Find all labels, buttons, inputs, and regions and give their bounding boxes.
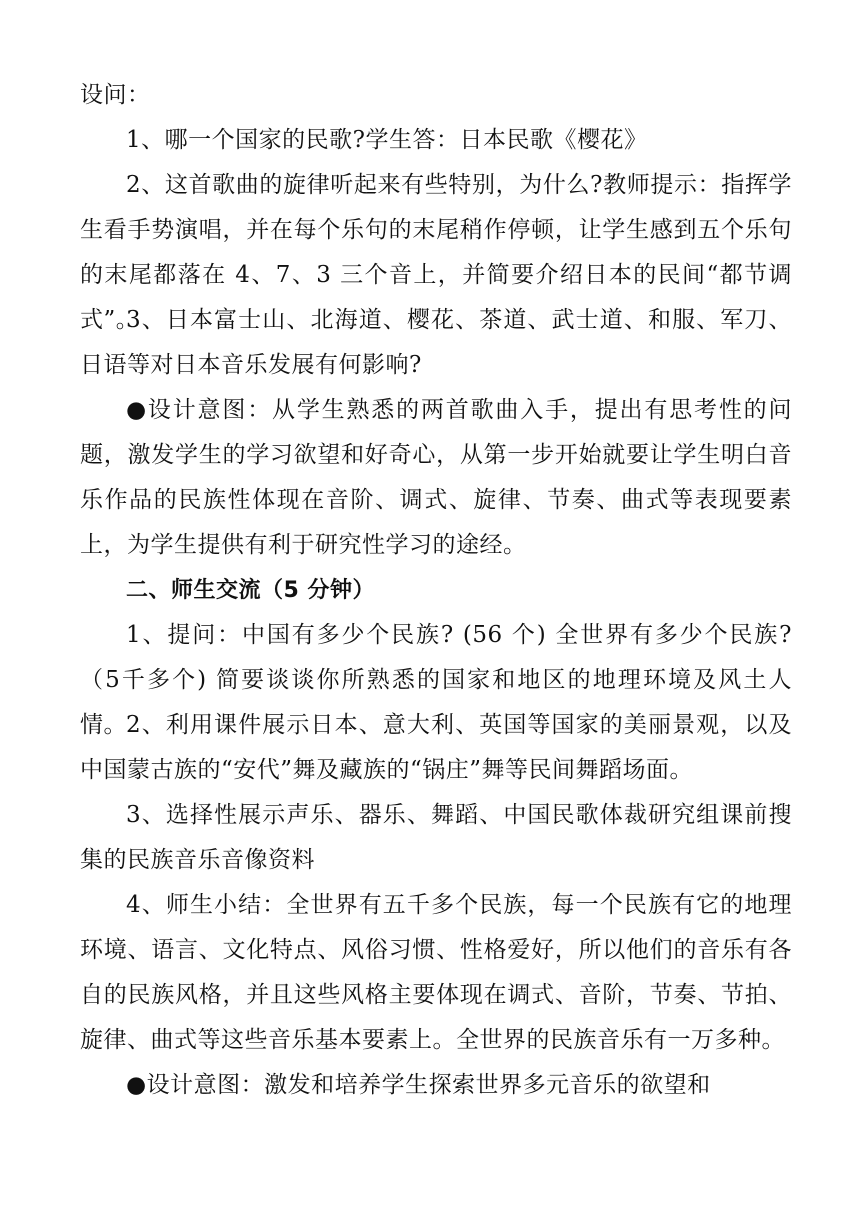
question-3: 3、日本富士山、北海道、樱花、茶道、武士道、和服、军刀、日语等对日本音乐发展有何影响? (80, 307, 792, 378)
question-2: 2、这首歌曲的旋律听起来有些特别，为什么?教师提示：指挥学生看手势演唱，并在每个乐句的末尾稍作停顿，让学生感到五个乐句的末尾都落在 4、7、3 三个音上，并简要介绍日本的民间“都节调式”。 (80, 172, 792, 333)
exchange-item-1: 1、提问：中国有多少个民族? (56 个) 全世界有多少个民族? （5千多个) 简要谈谈你所熟悉的国家和地区的地理环境及风土人情。 (80, 622, 792, 738)
exchange-item-2: 2、利用课件展示日本、意大利、英国等国家的美丽景观，以及中国蒙古族的“安代”舞及藏族的“锅庄”舞等民间舞蹈场面。 (80, 712, 792, 783)
section-heading: 二、师生交流（5 分钟） (126, 578, 375, 603)
design-intent-2: ●设计意图：激发和培养学生探索世界多元音乐的欲望和 (126, 1072, 711, 1098)
exchange-item-3: 3、选择性展示声乐、器乐、舞蹈、中国民歌体裁研究组课前搜集的民族音乐音像资料 (80, 802, 792, 873)
question-1: 1、哪一个国家的民歌?学生答：日本民歌《樱花》 (126, 127, 648, 153)
question-intro: 设问： (80, 82, 151, 108)
design-intent-1: ●设计意图：从学生熟悉的两首歌曲入手，提出有思考性的问题，激发学生的学习欲望和好奇心，从第一步开始就要让学生明白音乐作品的民族性体现在音阶、调式、旋律、节奏、曲式等表现要素上，为学生提供有利于研究性学习的途经。 (80, 397, 792, 558)
exchange-item-4: 4、师生小结：全世界有五千多个民族，每一个民族有它的地理环境、语言、文化特点、风俗习惯、性格爱好，所以他们的音乐有各自的民族风格，并且这些风格主要体现在调式、音阶，节奏、节拍、旋律、曲式等这些音乐基本要素上。全世界的民族音乐有一万多种。 (80, 892, 792, 1053)
